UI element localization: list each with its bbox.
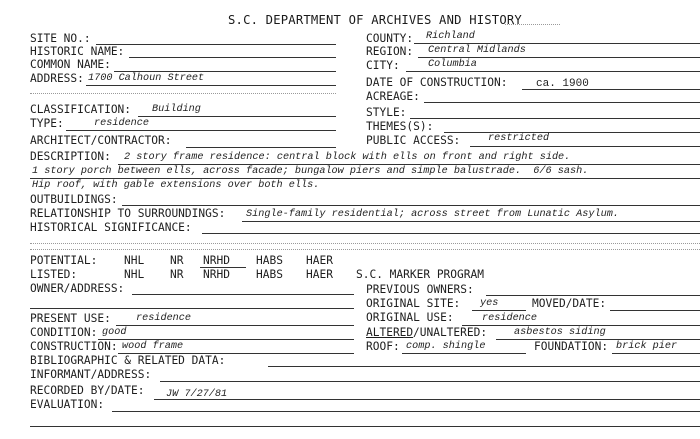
historic-name-label: HISTORIC NAME: (30, 45, 125, 58)
owner-address-label: OWNER/ADDRESS: (30, 282, 125, 295)
present-use-label: PRESENT USE: (30, 312, 111, 325)
public-access-label: PUBLIC ACCESS: (366, 134, 461, 147)
condition-field (98, 339, 354, 340)
description-line-2-rule (30, 178, 700, 179)
acreage-field[interactable] (424, 102, 700, 103)
description-label: DESCRIPTION: (30, 150, 111, 163)
public-access-value[interactable]: restricted (488, 133, 550, 144)
region-label: REGION: (366, 45, 414, 58)
date-of-construction-label: DATE OF CONSTRUCTION: (366, 76, 508, 89)
original-site-label: ORIGINAL SITE: (366, 297, 461, 310)
style-label: STYLE: (366, 106, 407, 119)
historical-significance-field[interactable] (202, 233, 700, 234)
region-field (418, 57, 700, 58)
evaluation-field-2[interactable] (30, 426, 700, 427)
evaluation-label: EVALUATION: (30, 398, 105, 411)
previous-owners-label: PREVIOUS OWNERS: (366, 283, 474, 296)
foundation-field (612, 353, 700, 354)
bibliographic-field[interactable] (268, 366, 700, 367)
potential-haer[interactable]: HAER (306, 254, 333, 267)
potential-habs[interactable]: HABS (256, 254, 283, 267)
type-value[interactable]: residence (94, 118, 150, 129)
public-access-field (470, 146, 700, 147)
description-line-3[interactable]: Hip roof, with gable extensions over both ells. (32, 180, 320, 191)
style-field[interactable] (410, 118, 700, 119)
historic-name-field[interactable] (129, 57, 336, 58)
type-label: TYPE: (30, 117, 64, 130)
foundation-value[interactable]: brick pier (616, 341, 678, 352)
altered-value[interactable]: asbestos siding (514, 327, 606, 338)
original-use-value[interactable]: residence (482, 313, 538, 324)
listed-haer[interactable]: HAER (306, 268, 333, 281)
date-of-construction-field (522, 89, 700, 90)
moved-date-label: MOVED/DATE: (532, 297, 607, 310)
construction-value[interactable]: wood frame (122, 341, 184, 352)
site-no-field[interactable] (96, 44, 336, 45)
marker-program-label: S.C. MARKER PROGRAM (356, 268, 484, 281)
outbuildings-field[interactable] (122, 205, 700, 206)
recorded-by-label: RECORDED BY/DATE: (30, 384, 145, 397)
site-no-label: SITE NO.: (30, 32, 91, 45)
historical-significance-label: HISTORICAL SIGNIFICANCE: (30, 221, 192, 234)
common-name-label: COMMON NAME: (30, 58, 111, 71)
original-site-value[interactable]: yes (480, 298, 499, 309)
listed-nhl[interactable]: NHL (124, 268, 145, 281)
owner-address-field[interactable] (132, 294, 354, 295)
present-use-field (116, 325, 354, 326)
address-field (86, 85, 336, 86)
date-of-construction-value[interactable]: ca. 1900 (536, 78, 589, 90)
recorded-by-value[interactable]: JW 7/27/81 (166, 389, 228, 400)
construction-label: CONSTRUCTION: (30, 340, 118, 353)
type-field (66, 130, 336, 131)
listed-label: LISTED: (30, 268, 78, 281)
roof-value[interactable]: comp. shingle (406, 341, 486, 352)
acreage-label: ACREAGE: (366, 90, 420, 103)
classification-value[interactable]: Building (152, 104, 201, 115)
relationship-label: RELATIONSHIP TO SURROUNDINGS: (30, 207, 226, 220)
evaluation-field[interactable] (112, 411, 700, 412)
significance-dots-2 (30, 249, 700, 250)
architect-field[interactable] (186, 147, 336, 148)
address-label: ADDRESS: (30, 72, 84, 85)
original-site-field (472, 310, 526, 311)
header-dots (505, 24, 560, 25)
roof-label: ROOF: (366, 340, 400, 353)
city-field (406, 71, 700, 72)
city-value[interactable]: Columbia (428, 59, 477, 70)
original-use-label: ORIGINAL USE: (366, 311, 454, 324)
foundation-label: FOUNDATION: (534, 340, 609, 353)
potential-nhl[interactable]: NHL (124, 254, 145, 267)
listed-nr[interactable]: NR (170, 268, 184, 281)
listed-nrhd[interactable]: NRHD (203, 268, 230, 281)
description-line-1[interactable]: 2 story frame residence: central block with ells on front and right side. (124, 152, 571, 163)
county-value[interactable]: Richland (426, 31, 475, 42)
recorded-by-field (154, 399, 700, 400)
themes-label: THEMES(S): (366, 120, 434, 133)
potential-label: POTENTIAL: (30, 254, 98, 267)
description-line-1-rule (118, 164, 700, 165)
county-field (414, 43, 700, 44)
condition-label: CONDITION: (30, 326, 98, 339)
common-name-field[interactable] (114, 71, 336, 72)
outbuildings-label: OUTBUILDINGS: (30, 193, 118, 206)
informant-label: INFORMANT/ADDRESS: (30, 368, 152, 381)
present-use-value[interactable]: residence (136, 313, 192, 324)
relationship-value[interactable]: Single-family residential; across street from Lunatic Asylum. (246, 209, 619, 220)
significance-dots-1 (30, 243, 700, 244)
separator-dots (30, 93, 336, 94)
relationship-field (242, 221, 700, 222)
informant-field[interactable] (160, 381, 700, 382)
roof-field (402, 353, 526, 354)
listed-habs[interactable]: HABS (256, 268, 283, 281)
altered-label[interactable]: ALTERED (366, 326, 414, 339)
owner-address-field-2[interactable] (30, 308, 354, 309)
address-value[interactable]: 1700 Calhoun Street (88, 73, 205, 84)
classification-field (138, 116, 336, 117)
potential-nr[interactable]: NR (170, 254, 184, 267)
classification-label: CLASSIFICATION: (30, 103, 132, 116)
unaltered-label[interactable]: /UNALTERED: (413, 326, 488, 339)
form-header: S.C. DEPARTMENT OF ARCHIVES AND HISTORY (228, 13, 522, 27)
description-line-2[interactable]: 1 story porch between ells, across facade; bungalow piers and simple balustrade. 6/6 sash. (32, 166, 589, 177)
potential-nrhd[interactable]: NRHD (203, 254, 230, 267)
county-label: COUNTY: (366, 32, 414, 45)
city-label: CITY: (366, 59, 400, 72)
previous-owners-field[interactable] (486, 295, 700, 296)
architect-label: ARCHITECT/CONTRACTOR: (30, 134, 172, 147)
condition-value[interactable]: good (102, 327, 127, 338)
moved-date-field[interactable] (610, 310, 700, 311)
original-use-field (462, 325, 700, 326)
bibliographic-label: BIBLIOGRAPHIC & RELATED DATA: (30, 354, 226, 367)
themes-field[interactable] (444, 132, 700, 133)
region-value[interactable]: Central Midlands (428, 45, 526, 56)
